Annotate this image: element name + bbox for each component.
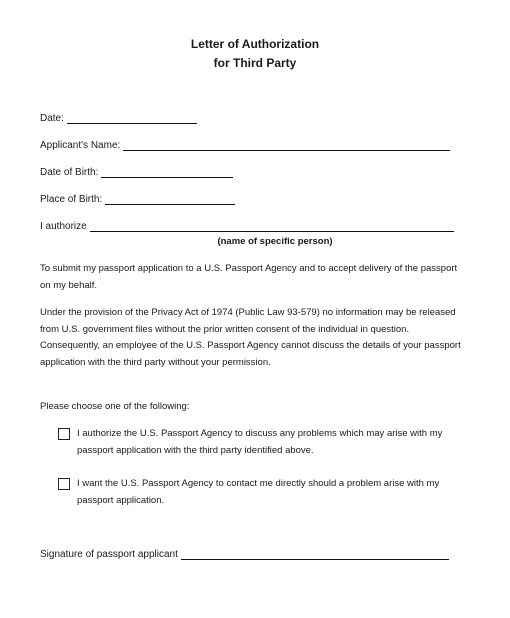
choose-prompt: Please choose one of the following: <box>40 401 190 412</box>
signature-label: Signature of passport applicant <box>40 549 178 560</box>
date-of-birth-label: Date of Birth: <box>40 167 99 178</box>
option-1-text: I authorize the U.S. Passport Agency to discuss any problems which may arise with my passport application with the third party identified above. <box>77 428 443 456</box>
place-of-birth-row <box>40 191 235 205</box>
place-of-birth-label: Place of Birth: <box>40 194 103 205</box>
authorized-person-field-line[interactable] <box>90 221 454 232</box>
option-2-text: I want the U.S. Passport Agency to contact me directly should a problem arise with my passport application. <box>77 478 440 506</box>
option-2-checkbox[interactable] <box>58 478 70 490</box>
privacy-act-paragraph: Under the provision of the Privacy Act of 1974 (Public Law 93-579) no information may be released from U.S. government files without the prior written consent of the individual in question. Consequently, an employee of the U.S. Passport Agency cannot discuss the details of your passport application with the third party without your permission. <box>40 307 461 368</box>
document-subtitle: for Third Party <box>213 56 297 70</box>
date-row <box>40 110 197 124</box>
option-discuss-with-third-party[interactable] <box>58 425 478 459</box>
date-field-line[interactable] <box>67 113 197 124</box>
authorize-label: I authorize <box>40 221 87 232</box>
option-1-checkbox[interactable] <box>58 428 70 440</box>
date-of-birth-field-line[interactable] <box>101 167 233 178</box>
applicant-name-row <box>40 137 450 151</box>
authorized-person-caption: (name of specific person) <box>217 236 333 247</box>
authorize-row <box>40 218 454 232</box>
applicant-name-field-line[interactable] <box>123 140 450 151</box>
place-of-birth-field-line[interactable] <box>105 194 235 205</box>
date-of-birth-row <box>40 164 233 178</box>
signature-field-line[interactable] <box>181 549 449 560</box>
signature-row <box>40 546 449 560</box>
applicant-name-label: Applicant's Name: <box>40 140 121 151</box>
purpose-paragraph: To submit my passport application to a U.S. Passport Agency and to accept delivery of the passport on my behalf. <box>40 263 458 291</box>
option-contact-applicant-directly[interactable] <box>58 475 478 509</box>
date-label: Date: <box>40 113 64 124</box>
document-title: Letter of Authorization <box>190 37 320 51</box>
